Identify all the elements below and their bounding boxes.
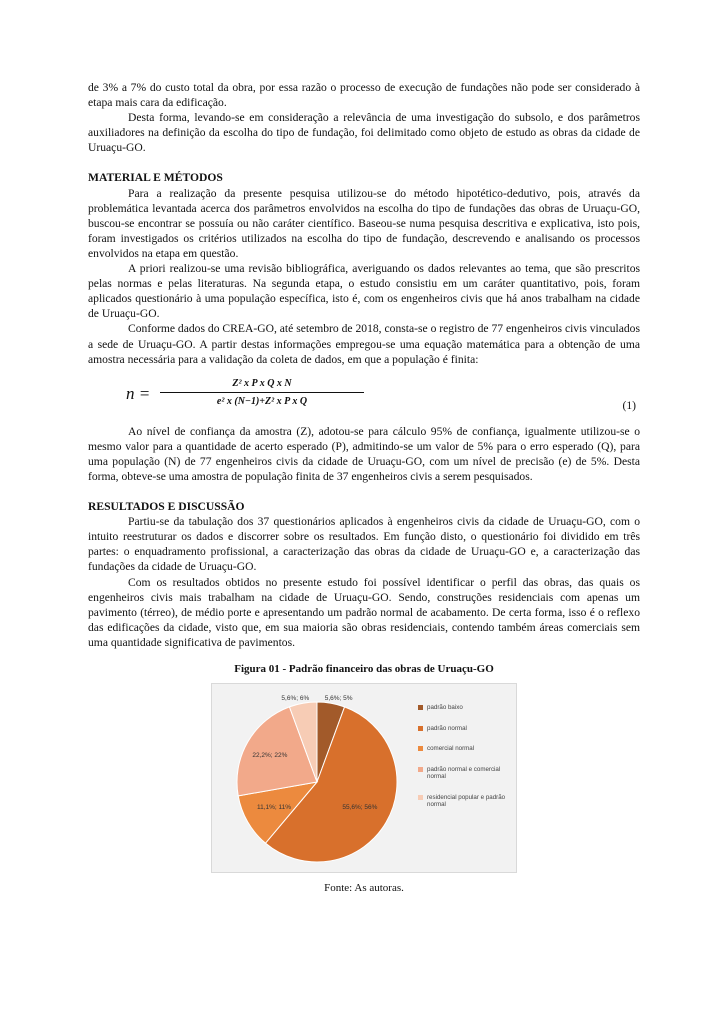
legend-label: padrão normal e comercial normal — [427, 765, 501, 781]
legend-item — [418, 766, 514, 781]
legend-label: residencial popular e padrão normal — [427, 793, 506, 809]
legend-swatch — [418, 705, 423, 710]
paragraph: Para a realização da presente pesquisa utilizou-se do método hipotético-dedutivo, pois, através da problemática levantada acerca dos parâmetros envolvidos na escolha do tipo de fundações das obras de Uruaçu-GO, buscou-se encontrar se possuía ou não caráter científico. Baseou-se numa pesquisa descritiva e explicativa, isto pois, foram investigados os critérios utilizados na escolha do tipo de fundação, descrevendo e analisando os processos envolvidos na etapa em questão. — [88, 186, 640, 260]
document-page — [88, 80, 640, 896]
paragraph: Partiu-se da tabulação dos 37 questionários aplicados à engenheiros civis da cidade de Uruaçu-GO, com o intuito reestruturar os dados e discorrer sobre os resultados. Em função disto, o questionário foi dividido em três partes: o enquadramento profissional, a caracterização das obras da cidade de Uruaçu-GO e, a caracterização das fundações da cidade de Uruaçu-GO. — [88, 515, 640, 574]
equation-lhs: n = — [126, 383, 151, 403]
paragraph: de 3% a 7% do custo total da obra, por essa razão o processo de execução de fundações não pode ser considerado à etapa mais cara da edificação. — [88, 81, 640, 110]
figure-source: Fonte: As autoras. — [324, 882, 404, 895]
legend-item — [418, 704, 514, 712]
paragraph: A priori realizou-se uma revisão bibliográfica, averiguando os dados relevantes ao tema, que são prescritos pelas normas e pelas literaturas. Na segunda etapa, o estudo consistiu em um caráter quantitativo, pois, foram aplicados questionário à uma população específica, isto é, com os engenheiros civis que há anos trabalham na cidade de Uruaçu-GO. — [88, 262, 640, 321]
paragraph: Desta forma, levando-se em consideração a relevância de uma investigação do subsolo, e dos parâmetros auxiliadores na definição da escolha do tipo de fundação, foi delimitado como objeto de estudo as obras da cidade de Uruaçu-GO. — [88, 111, 640, 155]
figure-caption: Figura 01 - Padrão financeiro das obras de Uruaçu-GO — [234, 663, 494, 675]
equation — [88, 376, 640, 418]
legend-swatch — [418, 726, 423, 731]
legend-item — [418, 745, 514, 753]
legend-label: padrão normal — [427, 724, 467, 732]
legend-label: padrão baixo — [427, 704, 463, 712]
equation-fraction — [160, 376, 364, 409]
section-heading-results: RESULTADOS E DISCUSSÃO — [88, 500, 245, 514]
pie-data-label: 55,6%; 56% — [342, 803, 378, 811]
equation-numerator: Z² x P x Q x N — [232, 377, 292, 389]
paragraph: Com os resultados obtidos no presente estudo foi possível identificar o perfil das obras, das quais os engenheiros civis mais trabalham na cidade de Uruaçu-GO. Sendo, construções residenciais com apenas um pavimento (térreo), de médio porte e apresentando um padrão normal de acabamento. De certa forma, isso é o reflexo das edificações da cidade, visto que, em sua maioria são obras residenciais, contendo também áreas comerciais sem uma quantidade significativa de pavimentos. — [88, 575, 640, 649]
pie-data-label: 22,2%; 22% — [252, 751, 288, 759]
legend-item — [418, 725, 514, 733]
chart-legend — [418, 704, 514, 822]
pie-chart — [211, 683, 517, 873]
paragraph: Ao nível de confiança da amostra (Z), adotou-se para cálculo 95% de confiança, igualmente utilizou-se o mesmo valor para a quantidade de acerto esperado (P), admitindo-se um valor de 5% para o erro esperado (Q), para uma população (N) de 77 engenheiros civis da cidade de Uruaçu-GO, com um nível de precisão (e) de 5%. Desta forma, obteve-se uma amostra de população finita de 37 engenheiros civis a serem pesquisados. — [88, 424, 640, 483]
legend-swatch — [418, 746, 423, 751]
legend-label: comercial normal — [427, 745, 475, 753]
legend-swatch — [418, 767, 423, 772]
legend-item — [418, 794, 514, 809]
equation-number: (1) — [622, 398, 636, 412]
equation-denominator: e² x (N−1)+Z² x P x Q — [216, 395, 308, 407]
fraction-bar — [160, 392, 364, 393]
pie-data-label: 5,6%; 6% — [281, 694, 310, 702]
paragraph: Conforme dados do CREA-GO, até setembro de 2018, consta-se o registro de 77 engenheiros civis vinculados a sede de Uruaçu-GO. A partir destas informações empregou-se uma equação matemática para a obtenção de uma amostra necessária para a validação da coleta de dados, em que a população é finita: — [88, 322, 640, 366]
pie-data-label: 11,1%; 11% — [256, 803, 292, 811]
section-heading-methods: MATERIAL E MÉTODOS — [88, 171, 223, 185]
legend-swatch — [418, 795, 423, 800]
pie-data-label: 5,6%; 5% — [324, 694, 353, 702]
